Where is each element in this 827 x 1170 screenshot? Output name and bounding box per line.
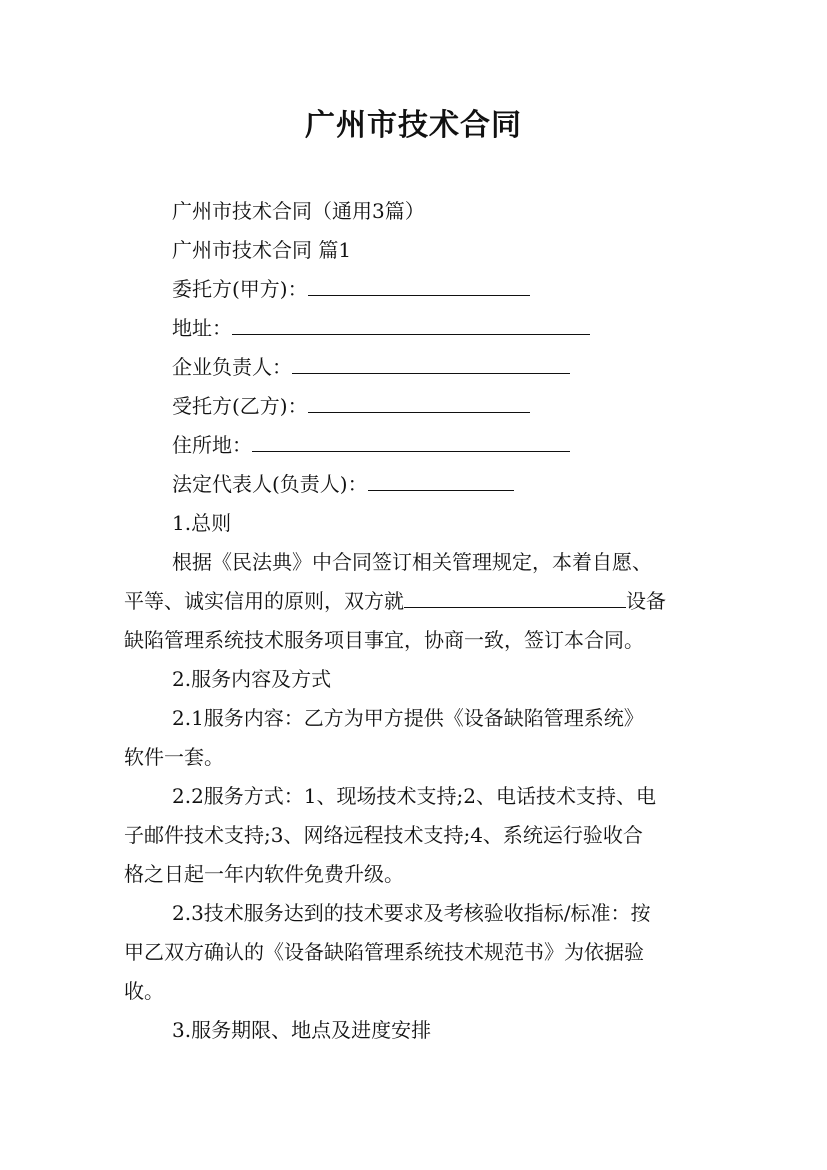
part-heading: 广州市技术合同 篇1 <box>172 238 352 262</box>
section-3-heading: 3.服务期限、地点及进度安排 <box>172 1018 432 1042</box>
client-label: 委托方(甲方)： <box>172 277 308 301</box>
residence-label: 住所地： <box>172 433 252 457</box>
residence-blank <box>252 433 570 452</box>
client-blank <box>308 277 530 296</box>
contractor-label: 受托方(乙方)： <box>172 394 308 418</box>
clause-2-2-line-1: 2.2服务方式：1、现场技术支持;2、电话技术支持、电 <box>172 784 656 808</box>
system-name-blank <box>404 589 626 608</box>
clause-2-1-line-1: 2.1服务内容：乙方为甲方提供《设备缺陷管理系统》 <box>172 706 644 730</box>
section-1-paragraph-line-1: 根据《民法典》中合同签订相关管理规定，本着自愿、 <box>172 550 652 574</box>
client-line <box>172 276 530 302</box>
legal-rep-label: 企业负责人： <box>172 355 292 379</box>
legal-person-label: 法定代表人(负责人)： <box>172 472 368 496</box>
legal-person-line <box>172 471 514 497</box>
section-1-paragraph-line-3: 缺陷管理系统技术服务项目事宜，协商一致，签订本合同。 <box>124 628 644 652</box>
section-1-paragraph-text-a: 平等、诚实信用的原则，双方就 <box>124 589 404 613</box>
contractor-line <box>172 393 530 419</box>
legal-rep-line <box>172 354 570 380</box>
section-1-heading: 1.总则 <box>172 511 232 535</box>
section-1-paragraph-line-2 <box>124 588 666 614</box>
contractor-blank <box>308 394 530 413</box>
section-1-paragraph-text-b: 设备 <box>626 589 666 613</box>
section-2-heading: 2.服务内容及方式 <box>172 667 332 691</box>
legal-person-blank <box>368 472 514 491</box>
clause-2-3-line-3: 收。 <box>124 979 164 1003</box>
clause-2-2-line-2: 子邮件技术支持;3、网络远程技术支持;4、系统运行验收合 <box>124 823 643 847</box>
clause-2-3-line-1: 2.3技术服务达到的技术要求及考核验收指标/标准：按 <box>172 901 651 925</box>
address-label: 地址： <box>172 316 232 340</box>
address-blank <box>232 316 590 335</box>
residence-line <box>172 432 570 458</box>
clause-2-3-line-2: 甲乙双方确认的《设备缺陷管理系统技术规范书》为依据验 <box>124 940 644 964</box>
clause-2-2-line-3: 格之日起一年内软件免费升级。 <box>124 862 404 886</box>
clause-2-1-line-2: 软件一套。 <box>124 745 224 769</box>
legal-rep-blank <box>292 355 570 374</box>
address-line <box>172 315 590 341</box>
doc-subtitle: 广州市技术合同（通用3篇） <box>172 199 425 223</box>
page-title: 广州市技术合同 <box>305 108 522 143</box>
